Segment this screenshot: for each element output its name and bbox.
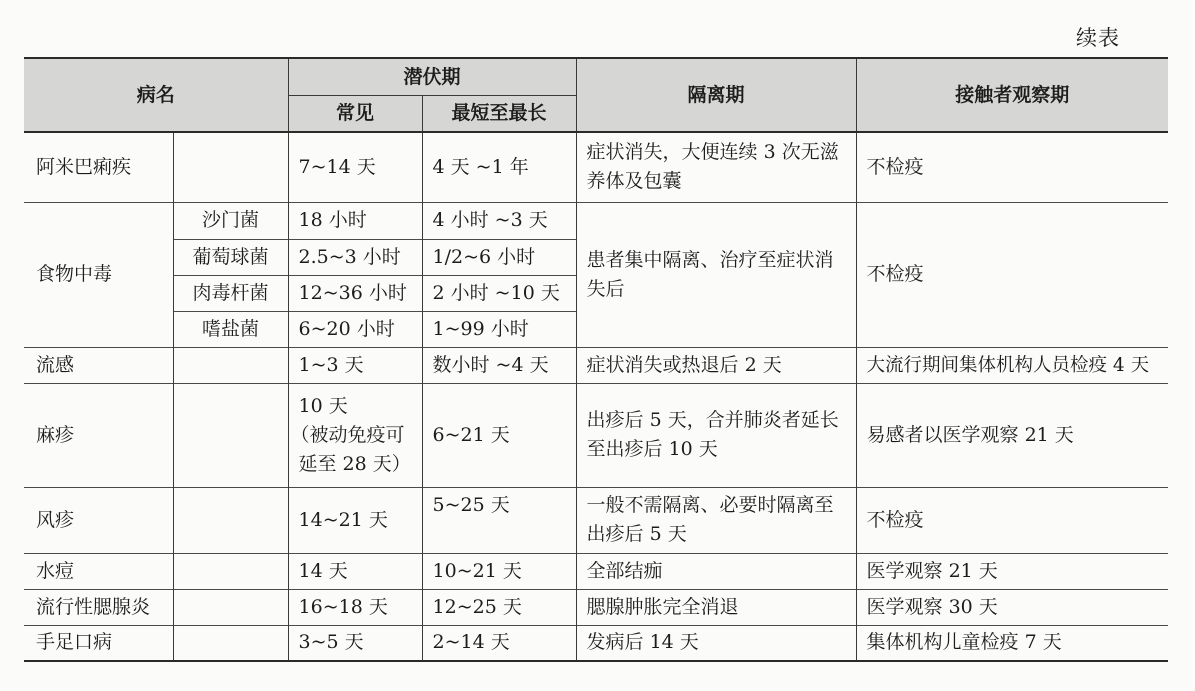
period-range: 10~21 天 <box>422 553 576 589</box>
isolation-period: 症状消失，大便连续 3 次无滋养体及包囊 <box>576 132 856 202</box>
isolation-period: 全部结痂 <box>576 553 856 589</box>
header-common: 常见 <box>288 96 422 133</box>
disease-name: 流行性腮腺炎 <box>24 589 173 625</box>
table-row <box>24 132 1168 202</box>
continued-label: 续表 <box>1076 26 1120 50</box>
common-period: 14 天 <box>288 553 422 589</box>
table-row <box>24 347 1168 383</box>
common-period-line: （被动免疫可 <box>290 423 405 446</box>
common-period: 1~3 天 <box>288 347 422 383</box>
isolation-period: 发病后 14 天 <box>576 625 856 661</box>
table-row <box>24 202 1168 239</box>
period-range: 6~21 天 <box>422 383 576 487</box>
isolation-period: 腮腺肿胀完全消退 <box>576 589 856 625</box>
table-row <box>24 589 1168 625</box>
disease-name: 水痘 <box>24 553 173 589</box>
period-range: 1/2~6 小时 <box>422 239 576 275</box>
period-range: 2 小时 ~10 天 <box>422 275 576 311</box>
header-shortest-longest: 最短至最长 <box>422 96 576 133</box>
disease-name: 食物中毒 <box>24 202 173 347</box>
subtype-name: 嗜盐菌 <box>173 311 288 347</box>
common-period <box>288 383 422 487</box>
subtype-name: 葡萄球菌 <box>173 239 288 275</box>
common-period: 6~20 小时 <box>288 311 422 347</box>
observation-period: 医学观察 30 天 <box>856 589 1168 625</box>
isolation-period: 症状消失或热退后 2 天 <box>576 347 856 383</box>
disease-name: 阿米巴痢疾 <box>24 132 173 202</box>
period-range: 4 小时 ~3 天 <box>422 202 576 239</box>
header-contact-observation: 接触者观察期 <box>856 58 1168 132</box>
subtype-cell <box>173 589 288 625</box>
period-range: 12~25 天 <box>422 589 576 625</box>
subtype-cell <box>173 625 288 661</box>
subtype-cell <box>173 347 288 383</box>
subtype-cell <box>173 132 288 202</box>
observation-period: 不检疫 <box>856 132 1168 202</box>
header-disease: 病名 <box>24 58 288 132</box>
common-period: 3~5 天 <box>288 625 422 661</box>
table-row <box>24 383 1168 487</box>
common-period: 2.5~3 小时 <box>288 239 422 275</box>
table-row <box>24 487 1168 553</box>
period-range: 2~14 天 <box>422 625 576 661</box>
common-period: 14~21 天 <box>288 487 422 553</box>
quarantine-table <box>24 57 1168 662</box>
isolation-period: 患者集中隔离、治疗至症状消失后 <box>576 202 856 347</box>
common-period-line: 延至 28 天） <box>298 452 411 475</box>
period-range: 数小时 ~4 天 <box>422 347 576 383</box>
common-period: 16~18 天 <box>288 589 422 625</box>
observation-period: 不检疫 <box>856 487 1168 553</box>
table-row <box>24 553 1168 589</box>
subtype-cell <box>173 383 288 487</box>
header-incubation: 潜伏期 <box>288 58 576 96</box>
observation-period: 集体机构儿童检疫 7 天 <box>856 625 1168 661</box>
period-range: 5~25 天 <box>422 487 576 553</box>
observation-period: 不检疫 <box>856 202 1168 347</box>
isolation-period: 一般不需隔离、必要时隔离至出疹后 5 天 <box>576 487 856 553</box>
isolation-period: 出疹后 5 天，合并肺炎者延长至出疹后 10 天 <box>576 383 856 487</box>
common-period-line: 10 天 <box>298 394 348 417</box>
observation-period: 易感者以医学观察 21 天 <box>856 383 1168 487</box>
period-range: 1~99 小时 <box>422 311 576 347</box>
header-isolation: 隔离期 <box>576 58 856 132</box>
table-row <box>24 625 1168 661</box>
subtype-cell <box>173 553 288 589</box>
disease-name: 手足口病 <box>24 625 173 661</box>
common-period: 12~36 小时 <box>288 275 422 311</box>
observation-period: 大流行期间集体机构人员检疫 4 天 <box>856 347 1168 383</box>
common-period: 7~14 天 <box>288 132 422 202</box>
observation-period: 医学观察 21 天 <box>856 553 1168 589</box>
disease-name: 流感 <box>24 347 173 383</box>
disease-name: 风疹 <box>24 487 173 553</box>
period-range: 4 天 ~1 年 <box>422 132 576 202</box>
subtype-name: 肉毒杆菌 <box>173 275 288 311</box>
subtype-cell <box>173 487 288 553</box>
common-period: 18 小时 <box>288 202 422 239</box>
subtype-name: 沙门菌 <box>173 202 288 239</box>
disease-name: 麻疹 <box>24 383 173 487</box>
